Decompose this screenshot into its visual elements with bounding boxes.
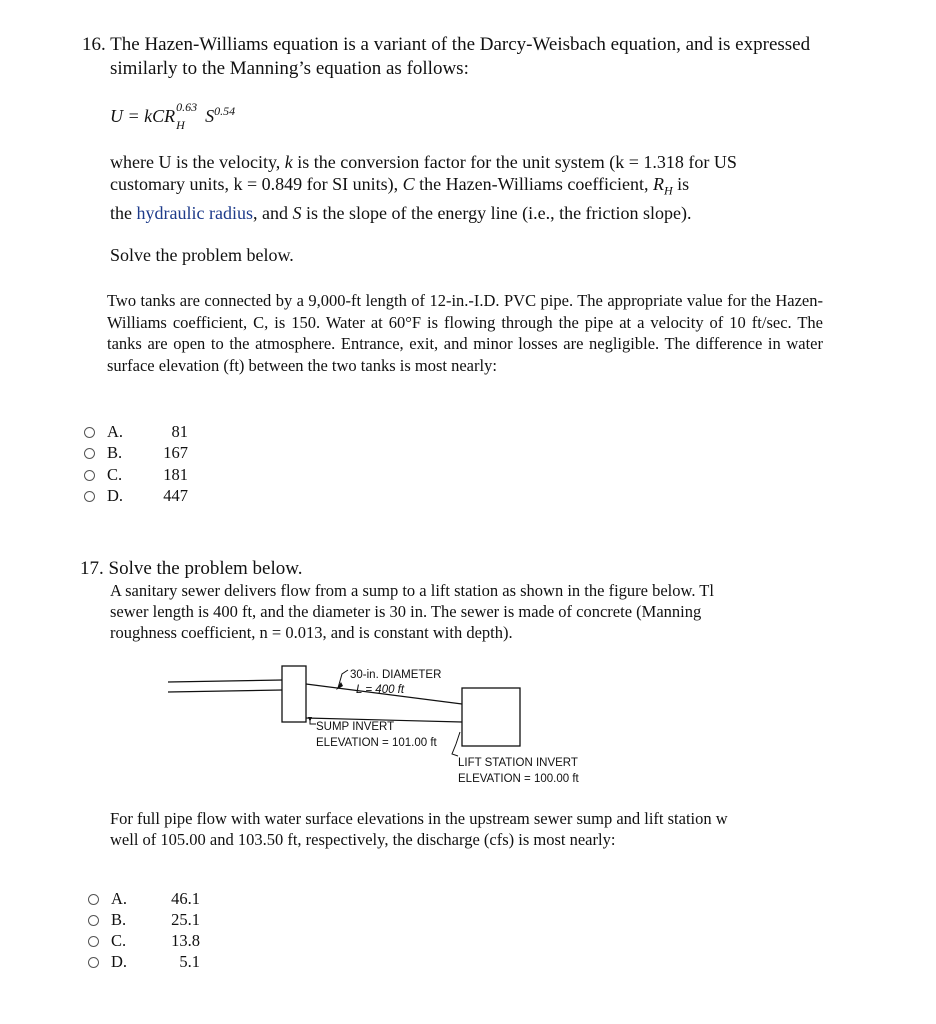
radio-button[interactable]: [84, 448, 95, 459]
radio-button[interactable]: [88, 957, 99, 968]
q16-solve-instruction: Solve the problem below.: [110, 245, 294, 265]
diagram-diameter-label: 30-in. DIAMETER: [350, 669, 442, 681]
q17-heading: 17. Solve the problem below.: [80, 558, 303, 579]
hazen-williams-equation: U = kCR 0.63 H $S^{0.54}$: [110, 100, 236, 132]
diagram-lift-elevation-label: ELEVATION = 100.00 ft: [458, 773, 579, 785]
diagram-sump-elevation-label: ELEVATION = 101.00 ft: [316, 737, 437, 749]
diagram-length-label: L = 400 ft: [356, 684, 405, 696]
q16-heading: [82, 34, 810, 56]
radio-button[interactable]: [88, 936, 99, 947]
q16-number: 16.: [82, 34, 106, 55]
q16-line1: The Hazen-Williams equation is a variant of the Darcy-Weisbach equation, and is expressed: [110, 34, 811, 55]
hydraulic-radius-link[interactable]: hydraulic radius: [136, 202, 253, 223]
q16-problem-text: Two tanks are connected by a 9,000-ft length of 12-in.-I.D. PVC pipe. The appropriate value for the Hazen-Williams coefficient, C, is 150. Water at 60°F is flowing through the pipe at a velocity of 10 ft/sec. The tanks are open to the atmosphere. Entrance, exit, and minor losses are negligible. The difference in water surface elevation (ft) between the two tanks is most nearly:: [107, 291, 823, 375]
radio-button[interactable]: [88, 894, 99, 905]
q16-line2: similarly to the Manning’s equation as follows:: [110, 58, 469, 79]
radio-button[interactable]: [84, 491, 95, 502]
q17-problem-text: A sanitary sewer delivers flow from a sump to a lift station as shown in the figure below. Tl sewer length is 400 ft, and the diameter is 30 in. The sewer is made of concrete (Manning roughness coefficient, n = 0.013, and is constant with depth).: [110, 581, 714, 642]
q16-where-text: where U is the velocity, k is the conversion factor for the unit system (k = 1.318 for US customary units, k = 0.849 for SI units), C the Hazen-Williams coefficient, $R_H$ is the hydraulic radius, and S is the slope of the energy line (i.e., the friction slope).: [110, 152, 737, 223]
diagram-lift-invert-label: LIFT STATION INVERT: [458, 757, 578, 769]
sewer-profile-diagram: [160, 660, 620, 790]
radio-button[interactable]: [84, 470, 95, 481]
q17-question-text: For full pipe flow with water surface elevations in the upstream sewer sump and lift station w well of 105.00 and 103.50 ft, respectively, the discharge (cfs) is most nearly:: [110, 809, 728, 849]
radio-button[interactable]: [84, 427, 95, 438]
radio-button[interactable]: [88, 915, 99, 926]
diagram-sump-invert-label: SUMP INVERT: [316, 721, 395, 733]
